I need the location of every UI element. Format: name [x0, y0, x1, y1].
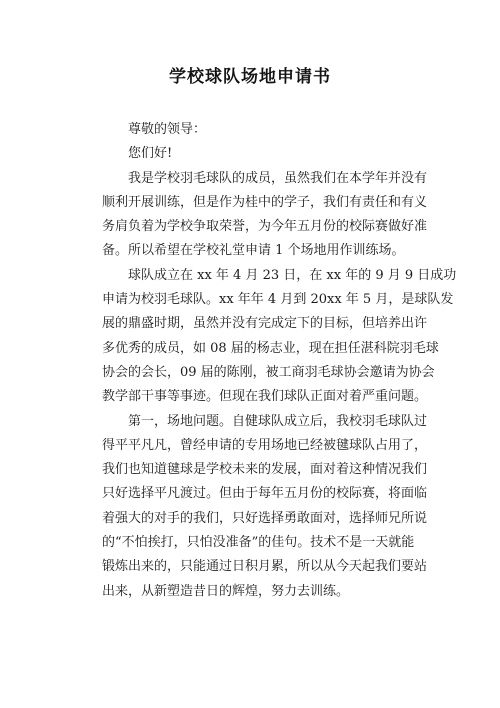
body-line: 您们好! [128, 146, 173, 162]
body-line: 着强大的对手的我们，只好选择勇敢面对，选择师兄所说 [102, 510, 428, 526]
body-line: 教学部干事等事迹。但现在我们球队正面对着严重问题。 [102, 389, 428, 405]
body-line: 锻炼出来的，只能通过日积月累，所以从今天起我们要站 [102, 559, 428, 575]
body-line: 出来，从新塑造昔日的辉煌，努力去训练。 [102, 583, 350, 599]
body-line: 的“不怕挨打，只怕没准备”的佳句。技术不是一天就能 [102, 535, 415, 551]
body-line: 申请为校羽毛球队。xx 年年 4 月到 20xx 年 5 月，是球队发 [102, 292, 454, 308]
body-line: 第一，场地问题。自健球队成立后，我校羽毛球队过 [128, 413, 428, 429]
body-line: 我是学校羽毛球队的成员，虽然我们在本学年并没有 [128, 170, 428, 186]
body-line: 展的鼎盛时期，虽然并没有完成定下的目标，但培养出许 [102, 316, 428, 332]
body-line: 球队成立在 xx 年 4 月 23 日，在 xx 年的 9 月 9 日成功 [128, 267, 457, 283]
body-line: 协会的会长，09 届的陈刚，被工商羽毛球协会邀请为协会 [102, 364, 435, 380]
body-line: 务肩负着为学校争取荣誉，为今年五月份的校际赛做好准 [102, 219, 428, 235]
body-line: 备。所以希望在学校礼堂申请 1 个场地用作训练场。 [102, 243, 405, 259]
body-line: 多优秀的成员，如 08 届的杨志业，现在担任湛科院羽毛球 [102, 340, 439, 356]
body-line: 尊敬的领导： [128, 122, 207, 137]
body-line: 只好选择平凡渡过。但由于每年五月份的校际赛，将面临 [102, 486, 428, 502]
document-title: 学校球队场地申请书 [169, 67, 331, 87]
body-line: 我们也知道毽球是学校未来的发展，面对着这种情况我们 [102, 462, 428, 478]
body-line: 顺利开展训练，但是作为桂中的学子，我们有责任和有义 [102, 194, 428, 210]
body-line: 得平平凡凡，曾经申请的专用场地已经被毽球队占用了， [102, 437, 428, 453]
document-body [102, 118, 457, 604]
